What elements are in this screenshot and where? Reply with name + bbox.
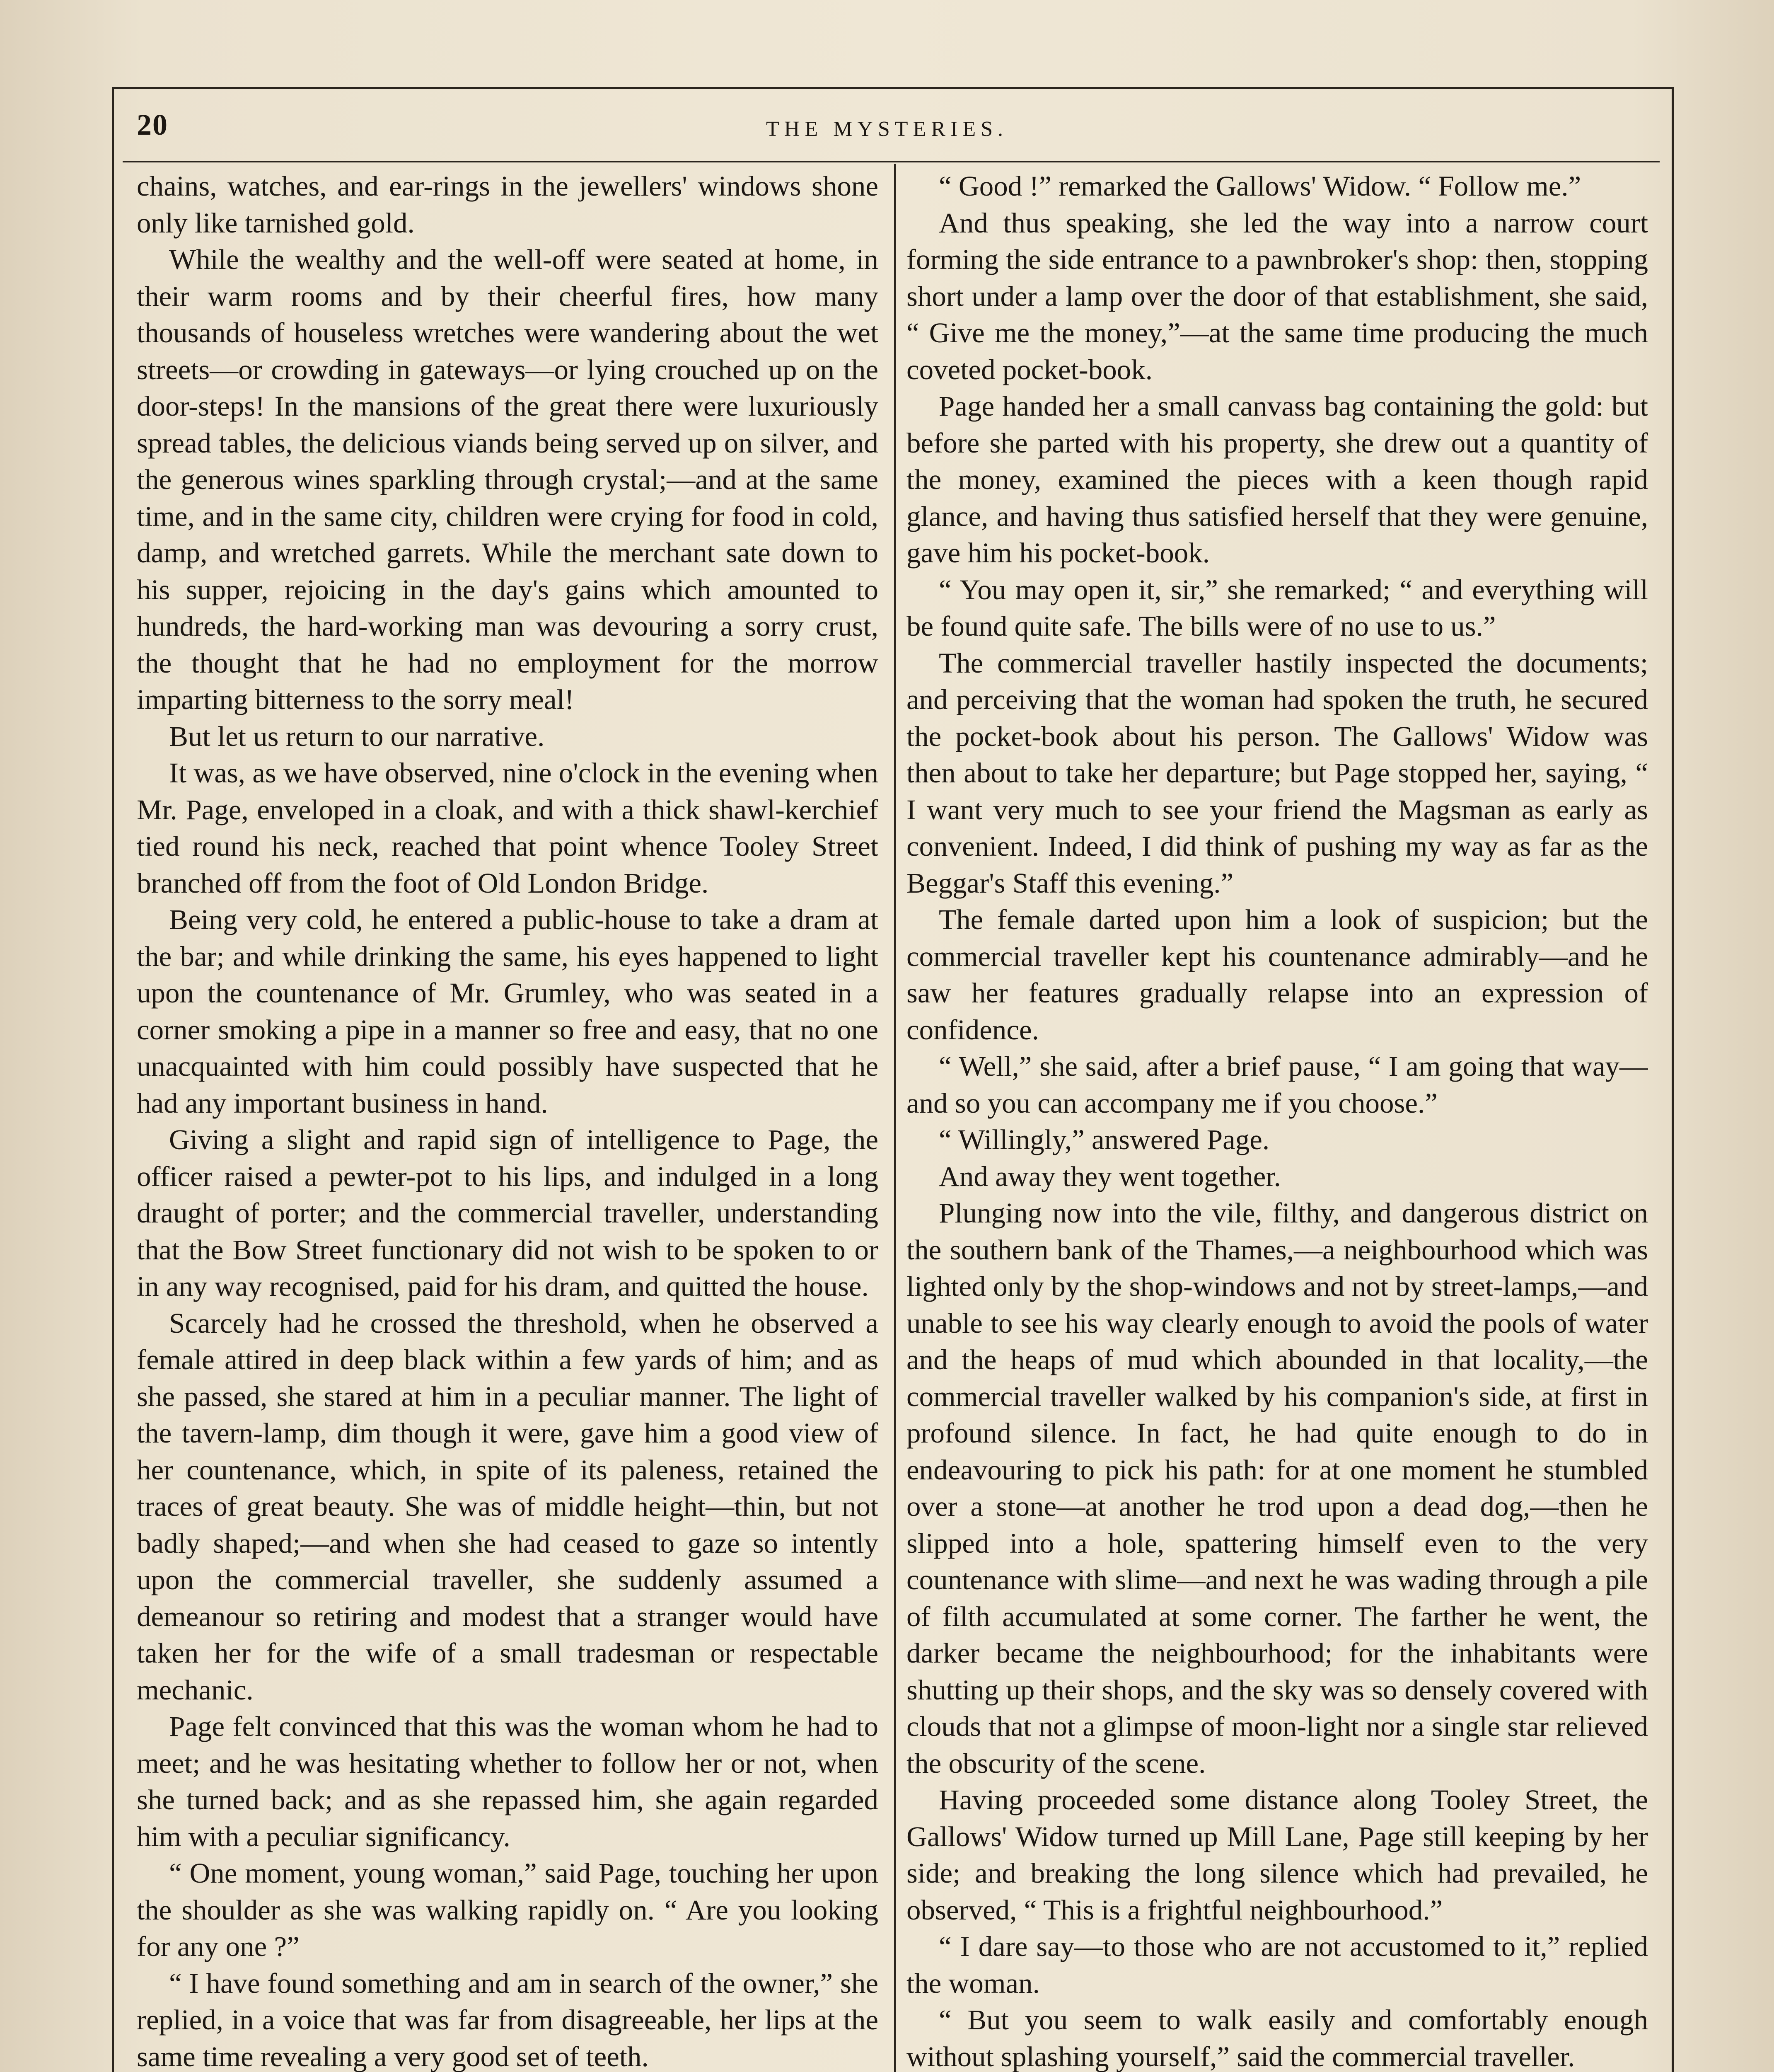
paragraph: And thus speaking, she led the way into a narrow court forming the side entrance to a pawnbroker's shop: then, stopping short under a lamp over the door of that establishment, she said, “ Give me the money,”—at the same time producing the much coveted pocket-book. <box>906 207 1648 385</box>
paragraph: “ I dare say—to those who are not accustomed to it,” replied the woman. <box>906 1931 1648 1999</box>
paragraph: “ One moment, young woman,” said Page, touching her upon the shoulder as she was walking rapidly on. “ Are you looking for any one ?” <box>137 1857 878 1962</box>
paragraph: Page felt convinced that this was the woman whom he had to meet; and he was hesitating whether to follow her or not, when she turned back; and as she repassed him, she again regarded him with a peculiar significancy. <box>137 1711 878 1852</box>
paragraph: “ I have found something and am in search of the owner,” she replied, in a voice that was far from disagreeable, her lips at the same time revealing a very good set of teeth. <box>137 1967 878 2072</box>
paragraph: The commercial traveller hastily inspected the documents; and perceiving that the woman had spoken the truth, he secured the pocket-book about his person. The Gallows' Widow was then about to take her departure; but Page stopped her, saying, “ I want very much to see your friend the Magsman as early as convenient. Indeed, I did think of pushing my way as far as the Beggar's Staff this evening.” <box>906 647 1648 899</box>
paragraph: “ But you seem to walk easily and comfortably enough without splashing yourself,” said the commercial traveller. <box>906 2004 1648 2072</box>
paragraph: It was, as we have observed, nine o'clock in the evening when Mr. Page, enveloped in a cloak, and with a thick shawl-kerchief tied round his neck, reached that point whence Tooley Street branched off from the foot of Old London Bridge. <box>137 757 878 899</box>
paragraph: “ You may open it, sir,” she remarked; “ and everything will be found quite safe. The bills were of no use to us.” <box>906 574 1648 642</box>
paragraph: Scarcely had he crossed the threshold, when he observed a female attired in deep black within a few yards of him; and as she passed, she stared at him in a peculiar manner. The light of the tavern-lamp, dim though it were, gave him a good view of her countenance, which, in spite of its paleness, retained the traces of great beauty. She was of middle height—thin, but not badly shaped;—and when she had ceased to gaze so intently upon the commercial traveller, she suddenly assumed a demeanour so retiring and modest that a stranger would have taken her for the wife of a small tradesman or respectable mechanic. <box>137 1307 878 1706</box>
paragraph: Being very cold, he entered a public-house to take a dram at the bar; and while drinking the same, his eyes happened to light upon the countenance of Mr. Grumley, who was seated in a corner smoking a pipe in a manner so free and easy, that no one unacquainted with him could possibly have suspected that he had any important business in hand. <box>137 904 878 1119</box>
paragraph: But let us return to our narrative. <box>169 720 545 752</box>
paragraph: “ Willingly,” answered Page. <box>939 1124 1270 1155</box>
paragraph: Page handed her a small canvass bag containing the gold: but before she parted with his property, she drew out a quantity of the money, examined the pieces with a keen though rapid glance, and having thus satisfied herself that they were genuine, gave him his pocket-book. <box>906 390 1648 569</box>
paragraph: “ Well,” she said, after a brief pause, “ I am going that way—and so you can accompany me if you choose.” <box>906 1051 1648 1119</box>
page-number: 20 <box>137 108 168 141</box>
paragraph: Having proceeded some distance along Tooley Street, the Gallows' Widow turned up Mill Lane, Page still keeping by her side; and breaking the long silence which had prevailed, he observed, “ This is a frightful neighbourhood.” <box>906 1784 1648 1926</box>
paragraph: “ Good !” remarked the Gallows' Widow. “ Follow me.” <box>939 170 1581 202</box>
paragraph: The female darted upon him a look of suspicion; but the commercial traveller kept his countenance admirably—and he saw her features gradually relapse into an expression of confidence. <box>906 904 1648 1046</box>
column-divider <box>894 164 896 2072</box>
paragraph: While the wealthy and the well-off were seated at home, in their warm rooms and by their cheerful fires, how many thousands of houseless wretches were wandering about the wet streets—or crowding in gateways—or lying crouched up on the door-steps! In the mansions of the great there were luxuriously spread tables, the delicious viands being served up on silver, and the generous wines sparkling through crystal;—and at the same time, and in the same city, children were crying for food in cold, damp, and wretched garrets. While the merchant sate down to his supper, rejoicing in the day's gains which amounted to hundreds, the hard-working man was devouring a sorry crust, the thought that he had no employment for the morrow imparting bitterness to the sorry meal! <box>137 244 878 715</box>
right-column <box>906 168 1648 2072</box>
running-title: THE MYSTERIES. <box>766 117 1008 141</box>
paragraph: Giving a slight and rapid sign of intelligence to Page, the officer raised a pewter-pot to his lips, and indulged in a long draught of porter; and the commercial traveller, understanding that the Bow Street functionary did not wish to be spoken to or in any way recognised, paid for his dram, and quitted the house. <box>137 1124 878 1302</box>
paragraph: And away they went together. <box>939 1160 1281 1192</box>
paragraph: chains, watches, and ear-rings in the jewellers' windows shone only like tarnished gold. <box>137 170 878 239</box>
paragraph: Plunging now into the vile, filthy, and dangerous district on the southern bank of the Thames,—a neighbourhood which was lighted only by the shop-windows and not by street-lamps,—and unable to see his way clearly enough to avoid the pools of water and the heaps of mud which abounded in that locality,—the commercial traveller walked by his companion's side, at first in profound silence. In fact, he had quite enough to do in endeavouring to pick his path: for at one moment he stumbled over a stone—at another he trod upon a dead dog,—then he slipped into a hole, spattering himself even to the very countenance with slime—and next he was wading through a pile of filth accumulated at some corner. The farther he went, the darker became the neighbourhood; for the inhabitants were shutting up their shops, and the sky was so densely covered with clouds that not a glimpse of moon-light nor a single star relieved the obscurity of the scene. <box>906 1197 1648 1779</box>
left-column <box>137 168 878 2072</box>
